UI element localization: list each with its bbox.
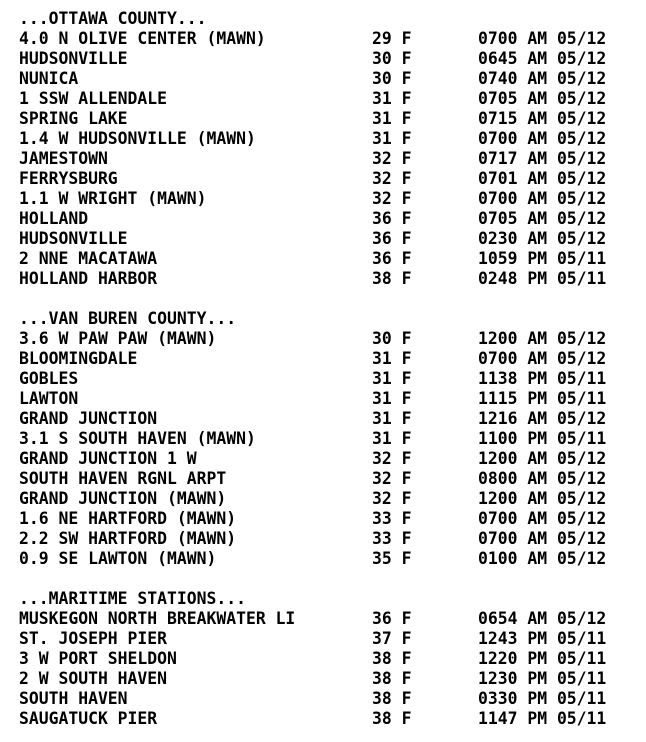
temperature-value: 31 F bbox=[372, 129, 412, 148]
observation-time: 0100 AM 05/12 bbox=[478, 549, 607, 568]
observation-time: 1243 PM 05/11 bbox=[478, 629, 607, 648]
observation-time: 0700 AM 05/12 bbox=[478, 509, 607, 528]
observation-row bbox=[19, 209, 638, 229]
station-location: JAMESTOWN bbox=[19, 149, 108, 168]
temperature-value: 31 F bbox=[372, 409, 412, 428]
station-location: HOLLAND bbox=[19, 209, 89, 228]
station-location: 1.4 W HUDSONVILLE (MAWN) bbox=[19, 129, 256, 148]
report-section bbox=[19, 9, 638, 289]
observation-row bbox=[19, 49, 638, 69]
observation-row bbox=[19, 229, 638, 249]
section-header: ...VAN BUREN COUNTY... bbox=[19, 309, 237, 328]
temperature-value: 38 F bbox=[372, 669, 412, 688]
observation-row bbox=[19, 109, 638, 129]
observation-row bbox=[19, 429, 638, 449]
observation-row bbox=[19, 609, 638, 629]
observation-row bbox=[19, 369, 638, 389]
temperature-value: 31 F bbox=[372, 389, 412, 408]
station-location: 2.2 SW HARTFORD (MAWN) bbox=[19, 529, 237, 548]
observation-time: 0701 AM 05/12 bbox=[478, 169, 607, 188]
report-section bbox=[19, 309, 638, 569]
temperature-value: 32 F bbox=[372, 469, 412, 488]
station-location: SAUGATUCK PIER bbox=[19, 709, 158, 728]
observation-row bbox=[19, 89, 638, 109]
observation-row bbox=[19, 509, 638, 529]
observation-row bbox=[19, 329, 638, 349]
observation-row bbox=[19, 349, 638, 369]
observation-time: 0740 AM 05/12 bbox=[478, 69, 607, 88]
temperature-value: 31 F bbox=[372, 429, 412, 448]
observation-time: 1200 AM 05/12 bbox=[478, 489, 607, 508]
observation-time: 0330 PM 05/11 bbox=[478, 689, 607, 708]
observation-row bbox=[19, 649, 638, 669]
section-header: ...MARITIME STATIONS... bbox=[19, 589, 246, 608]
station-location: 2 W SOUTH HAVEN bbox=[19, 669, 168, 688]
station-location: SOUTH HAVEN bbox=[19, 689, 128, 708]
temperature-value: 35 F bbox=[372, 549, 412, 568]
temperature-value: 32 F bbox=[372, 189, 412, 208]
observation-time: 0705 AM 05/12 bbox=[478, 209, 607, 228]
station-location: 2 NNE MACATAWA bbox=[19, 249, 158, 268]
observation-time: 0645 AM 05/12 bbox=[478, 49, 607, 68]
section-spacer bbox=[19, 289, 638, 309]
temperature-value: 33 F bbox=[372, 509, 412, 528]
observation-row bbox=[19, 689, 638, 709]
observation-time: 0700 AM 05/12 bbox=[478, 29, 607, 48]
observation-row bbox=[19, 69, 638, 89]
temperature-value: 31 F bbox=[372, 89, 412, 108]
observation-time: 1200 AM 05/12 bbox=[478, 449, 607, 468]
observation-row bbox=[19, 489, 638, 509]
station-location: GOBLES bbox=[19, 369, 79, 388]
station-location: ST. JOSEPH PIER bbox=[19, 629, 168, 648]
station-location: 3 W PORT SHELDON bbox=[19, 649, 177, 668]
station-location: 4.0 N OLIVE CENTER (MAWN) bbox=[19, 29, 266, 48]
station-location: HUDSONVILLE bbox=[19, 49, 128, 68]
station-location: FERRYSBURG bbox=[19, 169, 118, 188]
observation-row bbox=[19, 389, 638, 409]
observation-row bbox=[19, 409, 638, 429]
observation-row bbox=[19, 249, 638, 269]
station-location: 0.9 SE LAWTON (MAWN) bbox=[19, 549, 217, 568]
observation-time: 0230 AM 05/12 bbox=[478, 229, 607, 248]
temperature-value: 30 F bbox=[372, 69, 412, 88]
temperature-value: 32 F bbox=[372, 169, 412, 188]
section-spacer bbox=[19, 569, 638, 589]
station-location: 3.6 W PAW PAW (MAWN) bbox=[19, 329, 217, 348]
observation-time: 0705 AM 05/12 bbox=[478, 89, 607, 108]
observation-row bbox=[19, 189, 638, 209]
temperature-value: 31 F bbox=[372, 349, 412, 368]
station-location: 1.1 W WRIGHT (MAWN) bbox=[19, 189, 207, 208]
station-location: LAWTON bbox=[19, 389, 79, 408]
observation-row bbox=[19, 449, 638, 469]
temperature-value: 32 F bbox=[372, 449, 412, 468]
station-location: NUNICA bbox=[19, 69, 79, 88]
observation-time: 1138 PM 05/11 bbox=[478, 369, 607, 388]
temperature-value: 38 F bbox=[372, 709, 412, 728]
observation-time: 1115 PM 05/11 bbox=[478, 389, 607, 408]
observation-time: 0248 PM 05/11 bbox=[478, 269, 607, 288]
observation-time: 1059 PM 05/11 bbox=[478, 249, 607, 268]
observation-time: 0700 AM 05/12 bbox=[478, 129, 607, 148]
temperature-value: 32 F bbox=[372, 149, 412, 168]
station-location: GRAND JUNCTION (MAWN) bbox=[19, 489, 227, 508]
temperature-value: 37 F bbox=[372, 629, 412, 648]
observation-time: 0654 AM 05/12 bbox=[478, 609, 607, 628]
report-section bbox=[19, 589, 638, 729]
observation-time: 1200 AM 05/12 bbox=[478, 329, 607, 348]
station-location: GRAND JUNCTION 1 W bbox=[19, 449, 197, 468]
station-location: GRAND JUNCTION bbox=[19, 409, 158, 428]
observation-time: 0715 AM 05/12 bbox=[478, 109, 607, 128]
observation-time: 1230 PM 05/11 bbox=[478, 669, 607, 688]
observation-row bbox=[19, 269, 638, 289]
temperature-value: 36 F bbox=[372, 209, 412, 228]
station-location: SPRING LAKE bbox=[19, 109, 128, 128]
station-location: BLOOMINGDALE bbox=[19, 349, 138, 368]
temperature-value: 31 F bbox=[372, 369, 412, 388]
observation-row bbox=[19, 529, 638, 549]
observation-time: 0700 AM 05/12 bbox=[478, 349, 607, 368]
temperature-value: 30 F bbox=[372, 49, 412, 68]
temperature-value: 33 F bbox=[372, 529, 412, 548]
temperature-value: 30 F bbox=[372, 329, 412, 348]
observation-time: 0800 AM 05/12 bbox=[478, 469, 607, 488]
observation-time: 0700 AM 05/12 bbox=[478, 529, 607, 548]
observation-row bbox=[19, 169, 638, 189]
observation-row bbox=[19, 709, 638, 729]
station-location: 1 SSW ALLENDALE bbox=[19, 89, 168, 108]
station-location: HUDSONVILLE bbox=[19, 229, 128, 248]
station-location: 1.6 NE HARTFORD (MAWN) bbox=[19, 509, 237, 528]
observation-row bbox=[19, 469, 638, 489]
temperature-value: 32 F bbox=[372, 489, 412, 508]
temperature-value: 38 F bbox=[372, 649, 412, 668]
observation-row bbox=[19, 629, 638, 649]
observation-row bbox=[19, 549, 638, 569]
station-location: MUSKEGON NORTH BREAKWATER LI bbox=[19, 609, 296, 628]
temperature-value: 38 F bbox=[372, 689, 412, 708]
observation-time: 1100 PM 05/11 bbox=[478, 429, 607, 448]
station-location: SOUTH HAVEN RGNL ARPT bbox=[19, 469, 227, 488]
observation-time: 1216 AM 05/12 bbox=[478, 409, 607, 428]
temperature-value: 29 F bbox=[372, 29, 412, 48]
observation-row bbox=[19, 669, 638, 689]
temperature-value: 36 F bbox=[372, 609, 412, 628]
station-location: 3.1 S SOUTH HAVEN (MAWN) bbox=[19, 429, 256, 448]
observation-row bbox=[19, 129, 638, 149]
observation-time: 1147 PM 05/11 bbox=[478, 709, 607, 728]
temperature-value: 38 F bbox=[372, 269, 412, 288]
observation-time: 0700 AM 05/12 bbox=[478, 189, 607, 208]
observation-row bbox=[19, 149, 638, 169]
temperature-value: 31 F bbox=[372, 109, 412, 128]
observation-row bbox=[19, 29, 638, 49]
station-location: HOLLAND HARBOR bbox=[19, 269, 158, 288]
temperature-value: 36 F bbox=[372, 229, 412, 248]
observation-time: 0717 AM 05/12 bbox=[478, 149, 607, 168]
temperature-value: 36 F bbox=[372, 249, 412, 268]
observation-time: 1220 PM 05/11 bbox=[478, 649, 607, 668]
section-header: ...OTTAWA COUNTY... bbox=[19, 9, 207, 28]
temperature-report bbox=[19, 9, 638, 729]
